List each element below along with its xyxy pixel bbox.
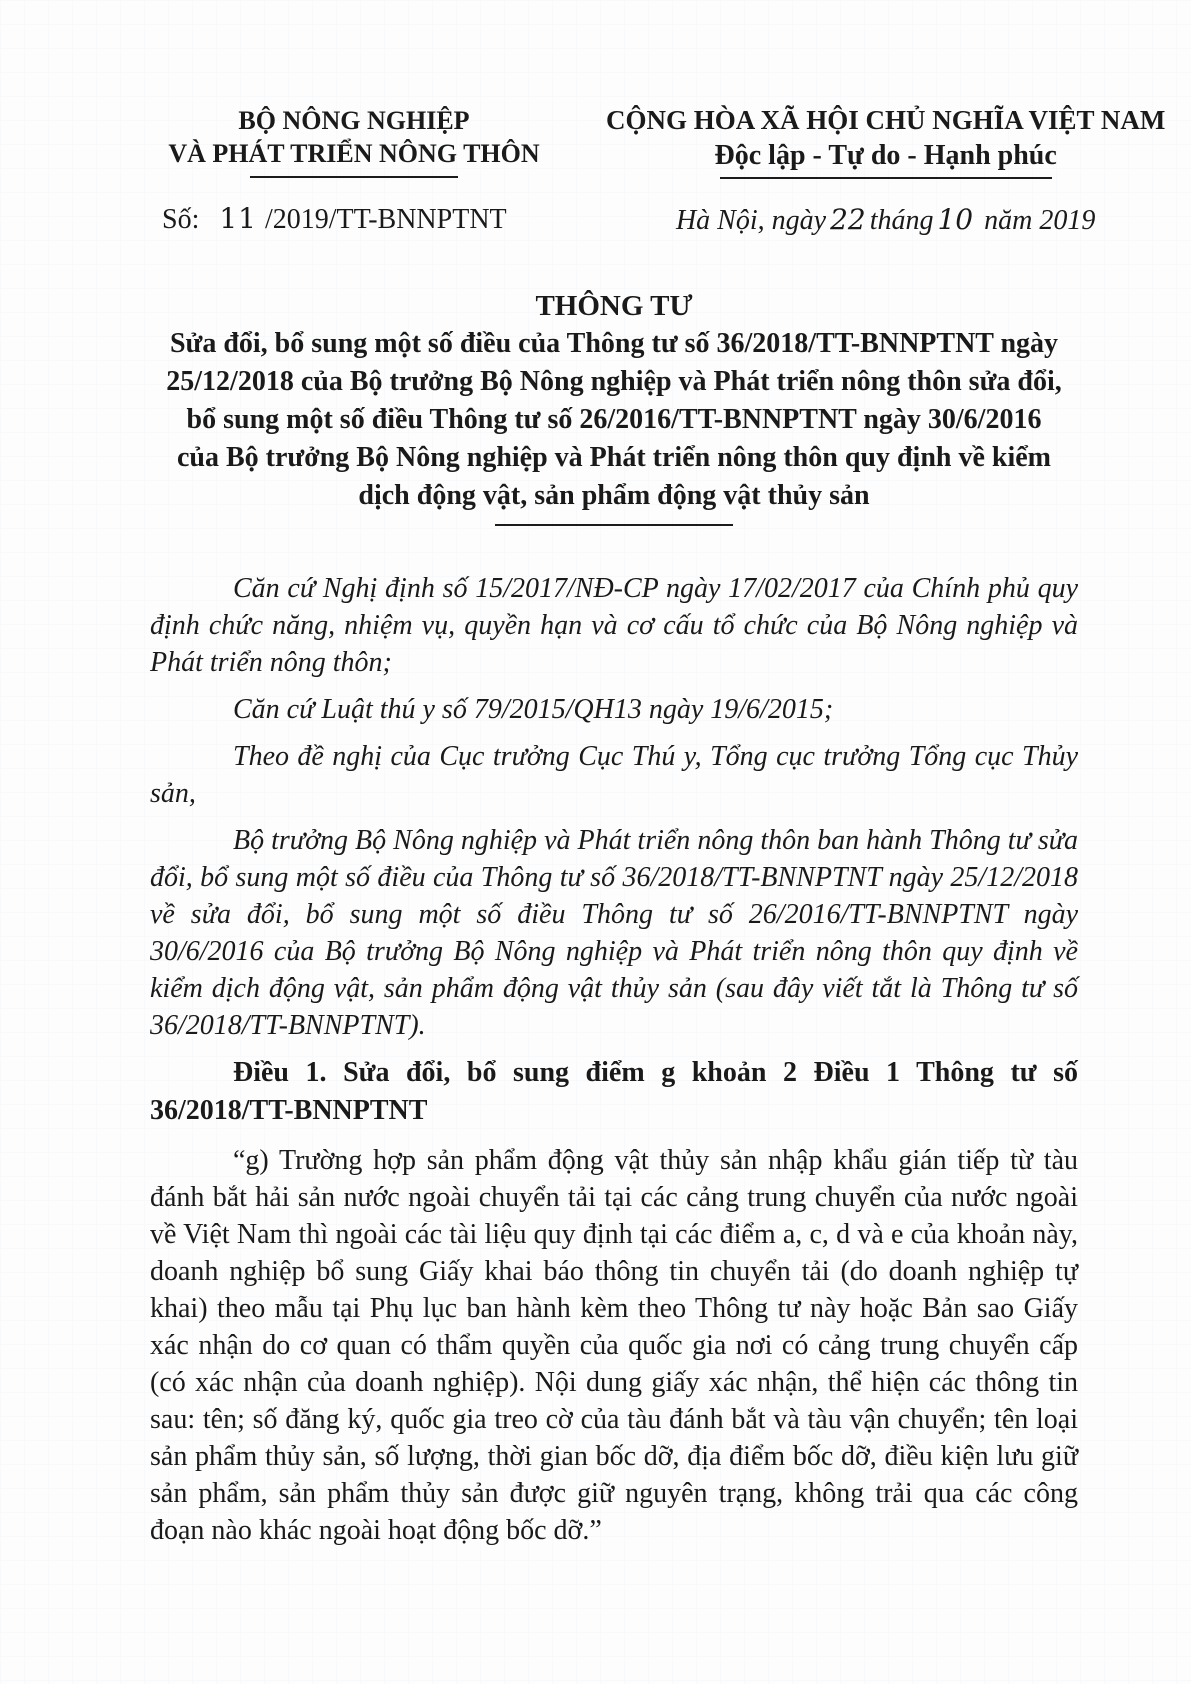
agency-underline [250,176,458,178]
document-number-suffix: /2019/TT-BNNPTNT [265,204,507,235]
date-suffix: năm 2019 [984,205,1096,236]
date-thang: tháng [869,205,934,236]
issuing-agency-block [150,104,558,236]
motto-underline [720,177,1052,179]
title-line-2: 25/12/2018 của Bộ trưởng Bộ Nông nghiệp và Phát triển nông thôn sửa đổi, [166,366,1062,397]
title-line-3: bổ sung một số điều Thông tư số 26/2016/TT-BNNPTNT ngày 30/6/2016 [186,404,1042,435]
agency-name-line2: VÀ PHÁT TRIỂN NÔNG THÔN [168,139,540,168]
national-motto: Độc lập - Tự do - Hạnh phúc [714,140,1057,171]
preamble-paragraph: Theo đề nghị của Cục trưởng Cục Thú y, Tổng cục trưởng Tổng cục Thủy sản, [150,741,1078,809]
article-1-heading-line1: Điều 1. Sửa đổi, bổ sung điểm g khoản 2 Điều 1 Thông tư số [233,1057,1078,1088]
title-underline [495,524,733,526]
national-title: CỘNG HÒA XÃ HỘI CHỦ NGHĨA VIỆT NAM [606,105,1166,135]
document-number-value: 11 [219,202,257,235]
document-number-label: Số: [162,204,200,235]
date-month: 10 [937,203,974,236]
preamble-paragraph: Căn cứ Luật thú y số 79/2015/QH13 ngày 19/6/2015; [233,694,834,725]
quoted-amendment-paragraph: “g) Trường hợp sản phẩm động vật thủy sản nhập khẩu gián tiếp từ tàu đánh bắt hải sản nước ngoài chuyển tải tại các cảng trung chuyển của nước ngoài về Việt Nam thì ngoài các tài liệu quy định tại các điểm a, c, d và e của khoản này, doanh nghiệp bổ sung Giấy khai báo thông tin chuyển tải (do doanh nghiệp tự khai) theo mẫu tại Phụ lục ban hành kèm theo Thông tư này hoặc Bản sao Giấy xác nhận do cơ quan có thẩm quyền của quốc gia nơi có cảng trung chuyển cấp (có xác nhận của doanh nghiệp). Nội dung giấy xác nhận, thể hiện các thông tin sau: tên; số đăng ký, quốc gia treo cờ của tàu đánh bắt và tàu vận chuyển; tên loại sản phẩm thủy sản, số lượng, thời gian bốc dỡ, địa điểm bốc dỡ, điều kiện lưu giữ sản phẩm, sản phẩm thủy sản được giữ nguyên trạng, không trải qua các công đoạn nào khác ngoài hoạt động bốc dỡ.” [150,1145,1078,1546]
date-prefix: Hà Nội, ngày [675,205,827,236]
title-line-4: của Bộ trưởng Bộ Nông nghiệp và Phát triển nông thôn quy định về kiểm [176,442,1051,473]
document-type: THÔNG TƯ [535,290,693,322]
article-1-heading [150,1054,1078,1130]
date-day: 22 [830,203,866,236]
preamble-paragraph: Bộ trưởng Bộ Nông nghiệp và Phát triển nông thôn ban hành Thông tư sửa đổi, bổ sung một số điều của Thông tư số 36/2018/TT-BNNPTNT ngày 25/12/2018 về sửa đổi, bổ sung một số điều Thông tư số 26/2016/TT-BNNPTNT ngày 30/6/2016 của Bộ trưởng Bộ Nông nghiệp và Phát triển nông thôn quy định về kiểm dịch động vật, sản phẩm động vật thủy sản (sau đây viết tắt là Thông tư số 36/2018/TT-BNNPTNT). [150,825,1078,1041]
national-motto-block [606,104,1165,237]
preamble-paragraph: Căn cứ Nghị định số 15/2017/NĐ-CP ngày 17/02/2017 của Chính phủ quy định chức năng, nhiệm vụ, quyền hạn và cơ cấu tổ chức của Bộ Nông nghiệp và Phát triển nông thôn; [150,573,1078,678]
agency-name-line1: BỘ NÔNG NGHIỆP [238,106,470,135]
document-header [150,104,1166,237]
document-number-line [150,202,558,236]
article-1-heading-line2: 36/2018/TT-BNNPTNT [150,1095,428,1126]
place-date-line [606,203,1165,237]
title-line-5: dịch động vật, sản phẩm động vật thủy sản [358,480,870,511]
title-line-1: Sửa đổi, bổ sung một số điều của Thông tư số 36/2018/TT-BNNPTNT ngày [169,328,1059,359]
document-title-block [150,287,1078,526]
document-body [150,570,1078,1549]
